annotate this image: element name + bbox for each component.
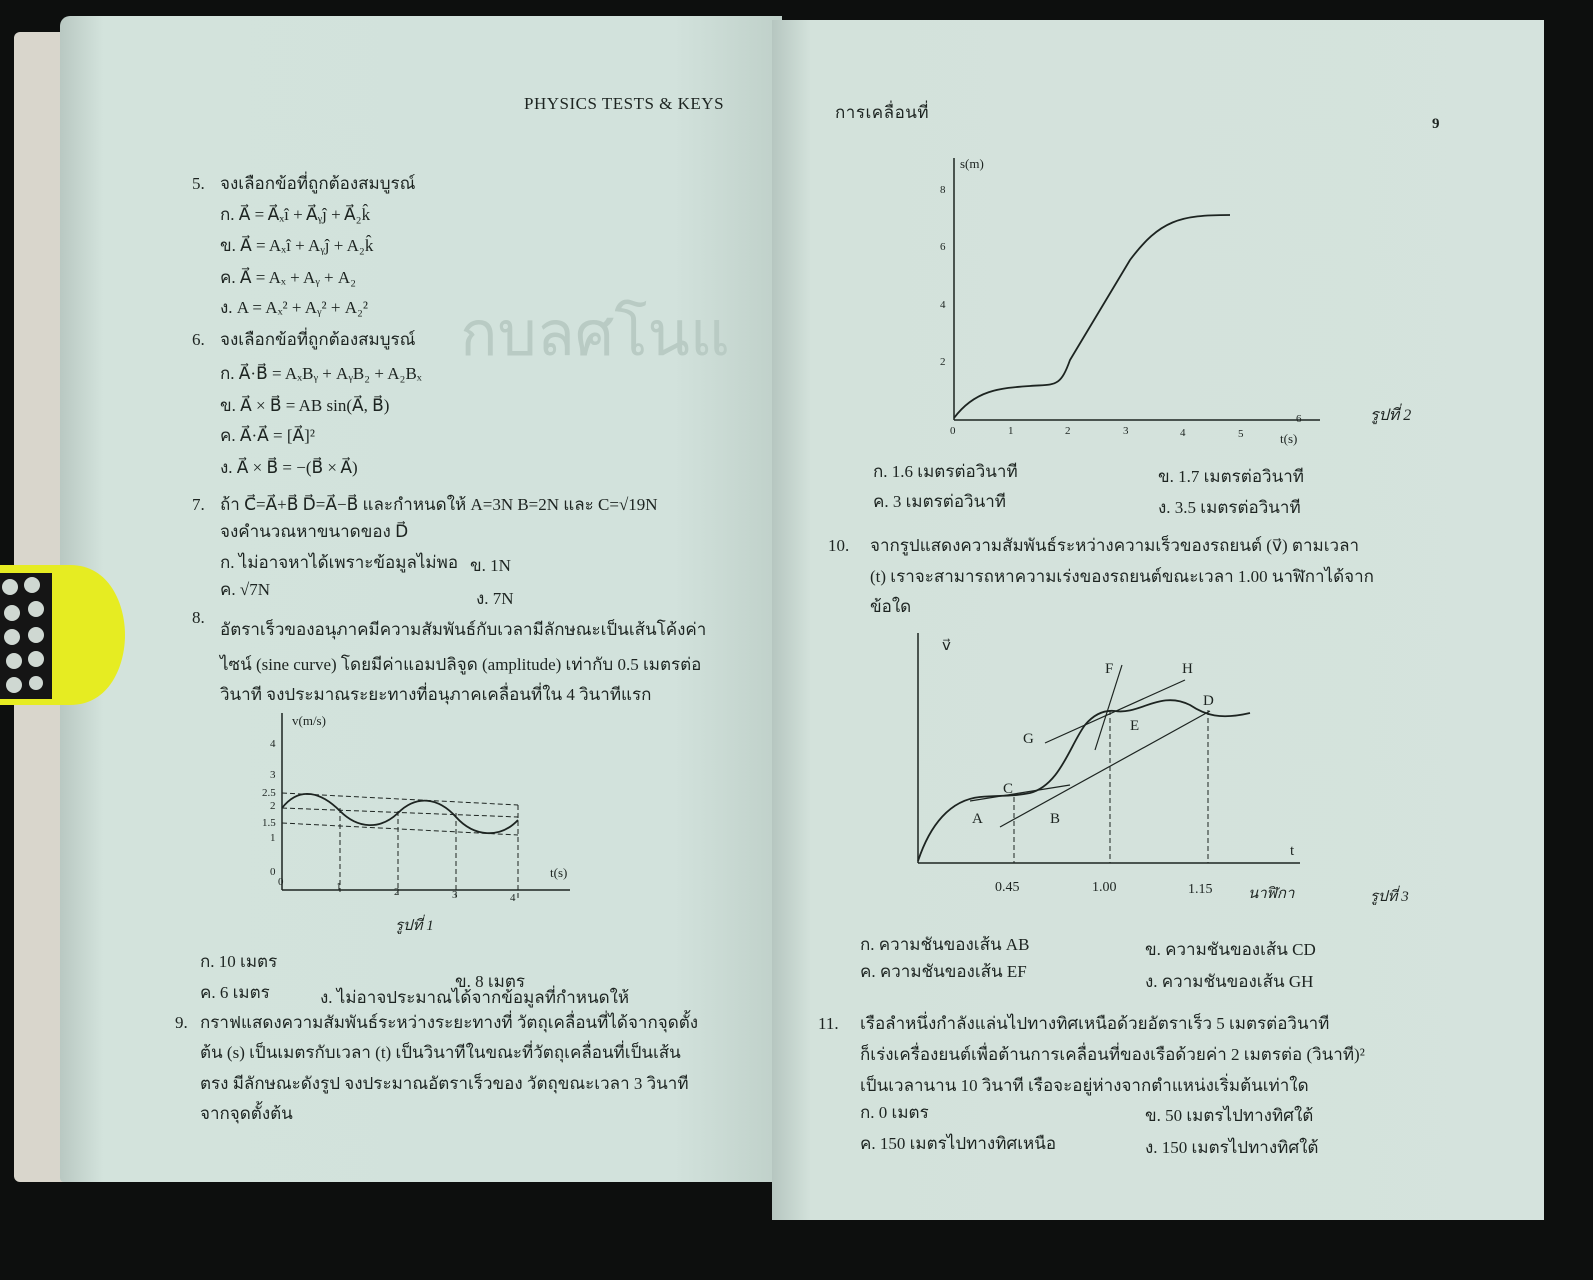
option: ก. 1.6 เมตรต่อวินาที — [873, 462, 1018, 481]
question-line: ตรง มีลักษณะดังรูป จงประมาณอัตราเร็วของ วัตถุขณะเวลา 3 วินาที — [200, 1074, 689, 1093]
y-tick: 4 — [940, 299, 946, 311]
point-label: E — [1130, 718, 1140, 734]
y-axis-label: s(m) — [960, 156, 984, 171]
x-axis-label: t(s) — [550, 865, 568, 880]
gridlines — [282, 793, 518, 900]
x-tick: 2 — [394, 886, 400, 898]
point-label: H — [1182, 661, 1193, 677]
figure-caption: รูปที่ 1 — [395, 918, 434, 934]
yellow-clip — [0, 565, 125, 705]
page-number: 9 — [1432, 116, 1440, 132]
option: ง. A⃗ × B⃗ = −(B⃗ × A⃗) — [220, 458, 358, 477]
x-tick: 5 — [1238, 428, 1244, 440]
question-number: 8. — [192, 608, 205, 627]
option: ก. 10 เมตร — [200, 952, 278, 971]
x-tick: 1.00 — [1092, 880, 1117, 895]
point-label: C — [1003, 781, 1014, 797]
question-number: 5. — [192, 174, 205, 193]
option: ง. 150 เมตรไปทางทิศใต้ — [1145, 1138, 1319, 1157]
x-tick: 1.15 — [1188, 882, 1213, 897]
question-stem: วินาที จงประมาณระยะทางที่อนุภาคเคลื่อนที่ใน 4 วินาทีแรก — [220, 685, 652, 704]
question-number: 11. — [818, 1014, 839, 1033]
x-tick: 1 — [1008, 425, 1014, 437]
option: ก. A⃗·B⃗ = AₓBᵧ + AᵧB₂ + A₂Bₓ — [220, 364, 422, 383]
x-tick: 3 — [1123, 425, 1129, 437]
distance-curve — [954, 215, 1230, 418]
option: ก. ความชันของเส้น AB — [860, 935, 1030, 954]
figure-caption: รูปที่ 2 — [1370, 407, 1412, 424]
question-stem: ไซน์ (sine curve) โดยมีค่าแอมปลิจูด (amplitude) เท่ากับ 0.5 เมตรต่อ — [220, 655, 702, 674]
question-number: 7. — [192, 495, 205, 514]
option: ค. √7N — [220, 580, 270, 599]
option: ข. A⃗ × B⃗ = AB sin(A⃗, B⃗) — [220, 396, 390, 415]
y-tick: 2 — [940, 356, 946, 368]
x-tick: 0 — [278, 876, 284, 888]
x-axis-label: t — [1290, 843, 1295, 859]
option: ข. 1.7 เมตรต่อวินาที — [1158, 467, 1304, 486]
option: ข. 50 เมตรไปทางทิศใต้ — [1145, 1106, 1314, 1125]
y-tick: 1 — [270, 832, 276, 844]
question-stem: จงเลือกข้อที่ถูกต้องสมบูรณ์ — [220, 330, 416, 349]
option: ข. 8 เมตร — [455, 972, 526, 991]
question-stem: จงคำนวณหาขนาดของ D⃗ — [220, 522, 409, 541]
line-gh — [1045, 680, 1185, 743]
show-through-text: กบลศโนแ — [460, 300, 730, 369]
y-tick: 4 — [270, 738, 276, 750]
x-tick: 1 — [336, 881, 342, 893]
option: ข. ความชันของเส้น CD — [1145, 940, 1316, 959]
x-tick: 6 — [1296, 413, 1302, 425]
x-tick: 0 — [950, 425, 956, 437]
question-line: ต้น (s) เป็นเมตรกับเวลา (t) เป็นวินาทีในขณะที่วัตถุเคลื่อนที่เป็นเส้น — [200, 1043, 681, 1062]
point-label: B — [1050, 811, 1061, 827]
page-header: การเคลื่อนที่ — [835, 103, 930, 122]
y-tick: 8 — [940, 184, 946, 196]
y-axis-label: v⃗ — [942, 638, 951, 654]
question-stem: อัตราเร็วของอนุภาคมีความสัมพันธ์กับเวลามีลักษณะเป็นเส้นโค้งค่า — [220, 620, 707, 639]
y-tick: 2.5 — [262, 787, 276, 799]
option: ง. ความชันของเส้น GH — [1145, 972, 1314, 991]
option: ข. A⃗ = Aₓî + Aᵧĵ + A₂k̂ — [220, 236, 374, 255]
question-line: เป็นเวลานาน 10 วินาที เรือจะอยู่ห่างจากตำแหน่งเริ่มต้นเท่าใด — [860, 1076, 1309, 1095]
option: ค. ความชันของเส้น EF — [860, 962, 1027, 981]
option: ค. A⃗·A⃗ = [A⃗]² — [220, 426, 315, 445]
x-axis-label: t(s) — [1280, 431, 1298, 446]
option: ค. 150 เมตรไปทางทิศเหนือ — [860, 1134, 1057, 1153]
point-label: D — [1203, 693, 1214, 709]
figure-3-velocity-graph — [900, 625, 1440, 915]
x-unit-label: นาฬิกา — [1248, 886, 1295, 902]
sine-curve — [282, 794, 518, 833]
line-cd — [1000, 711, 1210, 827]
option: ค. 6 เมตร — [200, 983, 270, 1002]
question-number: 9. — [175, 1013, 188, 1032]
y-tick: 0 — [270, 866, 276, 878]
question-number: 6. — [192, 330, 205, 349]
question-line: (t) เราจะสามารถหาความเร่งของรถยนต์ขณะเวลา 1.00 นาฬิกาได้จาก — [870, 567, 1374, 586]
option: ก. A⃗ = A⃗ₓî + A⃗ᵧĵ + A⃗₂k̂ — [220, 205, 371, 224]
question-stem: จงเลือกข้อที่ถูกต้องสมบูรณ์ — [220, 174, 416, 193]
figure-caption: รูปที่ 3 — [1370, 889, 1409, 905]
figure-1-velocity-graph — [250, 705, 590, 945]
y-tick: 1.5 — [262, 817, 276, 829]
y-tick: 3 — [270, 769, 276, 781]
option: ค. 3 เมตรต่อวินาที — [873, 492, 1006, 511]
option: ก. ไม่อาจหาได้เพราะข้อมูลไม่พอ — [220, 553, 459, 572]
option: ค. A⃗ = Aₓ + Aᵧ + A₂ — [220, 268, 357, 287]
x-tick: 3 — [452, 889, 458, 901]
x-tick: 4 — [1180, 427, 1186, 439]
figure-2-distance-graph — [920, 150, 1440, 450]
point-label: G — [1023, 731, 1034, 747]
question-line: ข้อใด — [870, 597, 912, 616]
x-tick: 0.45 — [995, 880, 1020, 895]
option: ง. A = Aₓ² + Aᵧ² + A₂² — [220, 298, 369, 317]
question-line: จากจุดตั้งต้น — [200, 1104, 293, 1123]
question-line: จากรูปแสดงความสัมพันธ์ระหว่างความเร็วของรถยนต์ (v⃗) ตามเวลา — [870, 536, 1360, 555]
question-stem: ถ้า C⃗=A⃗+B⃗ D⃗=A⃗−B⃗ และกำหนดให้ A=3N B=2N และ C=√19N — [220, 495, 658, 514]
y-tick: 2 — [270, 800, 276, 812]
y-tick: 6 — [940, 241, 946, 253]
x-tick: 2 — [1065, 425, 1071, 437]
option: ง. 3.5 เมตรต่อวินาที — [1158, 498, 1301, 517]
option: ข. 1N — [470, 556, 511, 575]
x-tick: 4 — [510, 892, 516, 904]
line-ab — [970, 785, 1070, 801]
question-line: เรือลำหนึ่งกำลังแล่นไปทางทิศเหนือด้วยอัตราเร็ว 5 เมตรต่อวินาที — [860, 1014, 1330, 1033]
point-label: F — [1105, 661, 1114, 677]
point-label: A — [972, 811, 983, 827]
line-ef — [1095, 665, 1122, 750]
question-number: 10. — [828, 536, 850, 555]
page-header: PHYSICS TESTS & KEYS — [524, 94, 725, 113]
question-line: กราฟแสดงความสัมพันธ์ระหว่างระยะทางที่ วัตถุเคลื่อนที่ได้จากจุดตั้ง — [200, 1013, 699, 1032]
option: ง. ไม่อาจประมาณได้จากข้อมูลที่กำหนดให้ — [320, 988, 630, 1007]
question-line: ก็เร่งเครื่องยนต์เพื่อต้านการเคลื่อนที่ของเรือด้วยค่า 2 เมตรต่อ (วินาที)² — [860, 1045, 1365, 1064]
y-axis-label: v(m/s) — [292, 713, 326, 728]
option: ก. 0 เมตร — [860, 1103, 929, 1122]
option: ง. 7N — [476, 589, 514, 608]
